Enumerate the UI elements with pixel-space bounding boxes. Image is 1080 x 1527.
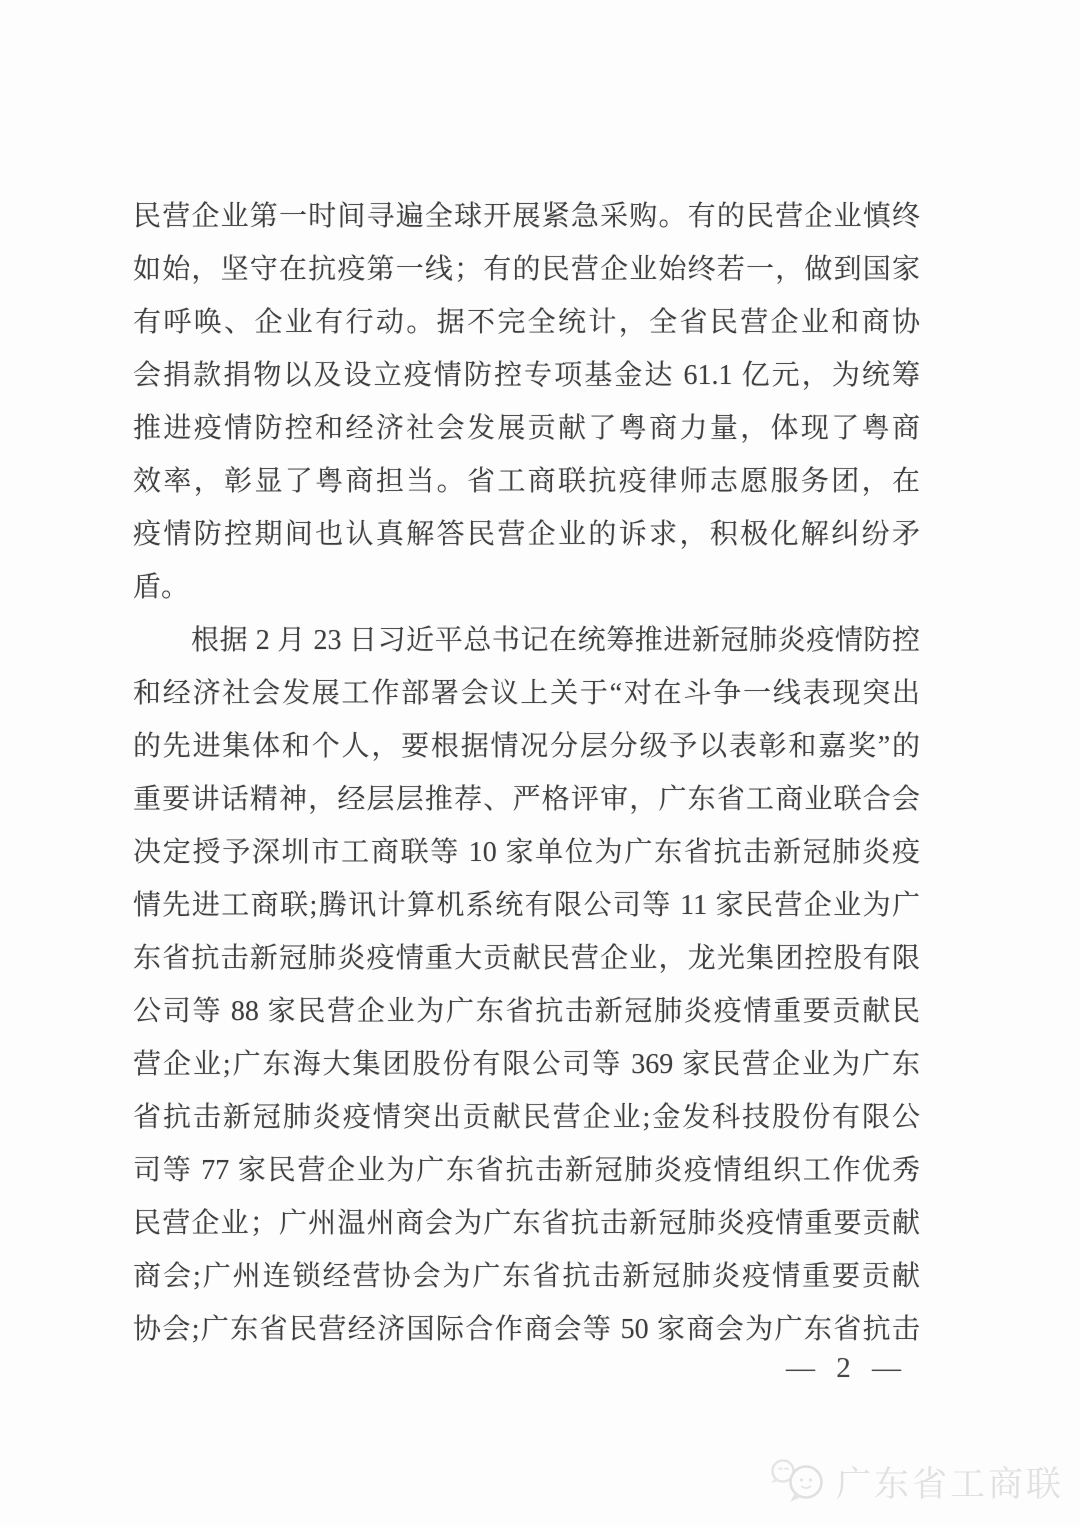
body-line: 民营企业第一时间寻遍全球开展紧急采购。有的民营企业慎终 bbox=[133, 201, 920, 232]
footer-brand bbox=[768, 1456, 1064, 1508]
body-line: 决定授予深圳市工商联等 10 家单位为广东省抗击新冠肺炎疫 bbox=[133, 837, 920, 868]
body-line: 推进疫情防控和经济社会发展贡献了粤商力量，体现了粤商 bbox=[133, 413, 920, 444]
body-line-paragraph-start: 根据 2 月 23 日习近平总书记在统筹推进新冠肺炎疫情防控 bbox=[191, 625, 920, 656]
body-line-paragraph-end: 盾。 bbox=[133, 572, 190, 603]
body-line: 有呼唤、企业有行动。据不完全统计，全省民营企业和商协 bbox=[133, 307, 920, 338]
body-line: 公司等 88 家民营企业为广东省抗击新冠肺炎疫情重要贡献民 bbox=[133, 996, 920, 1027]
body-line: 和经济社会发展工作部署会议上关于“对在斗争一线表现突出 bbox=[133, 678, 920, 709]
body-line: 情先进工商联;腾讯计算机系统有限公司等 11 家民营企业为广 bbox=[133, 890, 920, 921]
body-line: 重要讲话精神，经层层推荐、严格评审，广东省工商业联合会 bbox=[133, 784, 920, 815]
chat-bubbles-icon bbox=[768, 1456, 832, 1508]
body-line: 营企业;广东海大集团股份有限公司等 369 家民营企业为广东 bbox=[133, 1049, 920, 1080]
body-line: 如始，坚守在抗疫第一线；有的民营企业始终若一，做到国家 bbox=[133, 254, 920, 285]
body-line: 疫情防控期间也认真解答民营企业的诉求，积极化解纠纷矛 bbox=[133, 519, 920, 550]
body-line: 省抗击新冠肺炎疫情突出贡献民营企业;金发科技股份有限公 bbox=[133, 1102, 920, 1133]
body-line: 东省抗击新冠肺炎疫情重大贡献民营企业，龙光集团控股有限 bbox=[133, 943, 920, 974]
body-line: 效率，彰显了粤商担当。省工商联抗疫律师志愿服务团，在 bbox=[133, 466, 920, 497]
page-number: — 2 — bbox=[786, 1352, 908, 1384]
body-line: 协会;广东省民营经济国际合作商会等 50 家商会为广东省抗击 bbox=[133, 1314, 920, 1345]
body-line: 民营企业；广州温州商会为广东省抗击新冠肺炎疫情重要贡献 bbox=[133, 1208, 920, 1239]
footer-brand-label: 广东省工商联 bbox=[835, 1465, 1064, 1504]
document-body bbox=[133, 190, 920, 1356]
body-line: 会捐款捐物以及设立疫情防控专项基金达 61.1 亿元，为统筹 bbox=[133, 360, 920, 391]
body-line: 司等 77 家民营企业为广东省抗击新冠肺炎疫情组织工作优秀 bbox=[133, 1155, 920, 1186]
body-line: 的先进集体和个人，要根据情况分层分级予以表彰和嘉奖”的 bbox=[133, 731, 920, 762]
body-line: 商会;广州连锁经营协会为广东省抗击新冠肺炎疫情重要贡献 bbox=[133, 1261, 920, 1292]
